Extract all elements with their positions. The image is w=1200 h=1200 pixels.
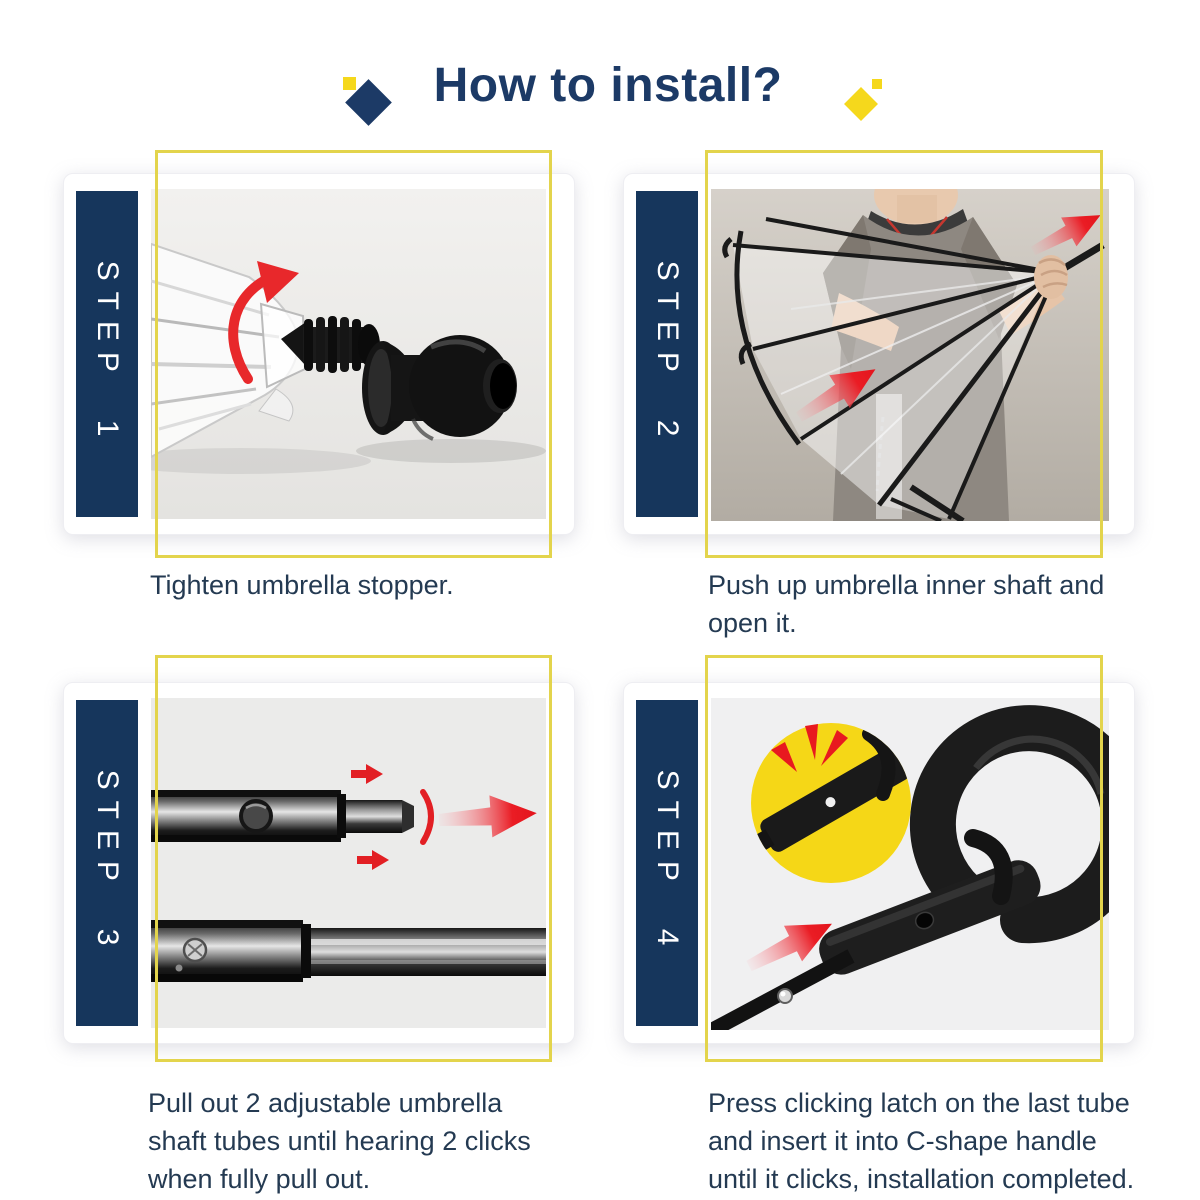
yellow-diamond-icon <box>844 87 878 121</box>
page-title: How to install? <box>433 59 783 112</box>
step-banner <box>76 700 138 1026</box>
extended-tube <box>151 920 546 982</box>
yellow-square-icon <box>343 77 356 90</box>
caption-line: Tighten umbrella stopper. <box>150 570 454 600</box>
step-card-2 <box>623 173 1135 535</box>
step-caption <box>708 1084 1193 1198</box>
step-banner <box>636 191 698 517</box>
caption-line: shaft tubes until hearing 2 clicks <box>148 1126 531 1156</box>
yellow-square-icon <box>872 79 882 89</box>
step-photo-stopper <box>151 189 546 519</box>
caption-line: Push up umbrella inner shaft and <box>708 570 1105 600</box>
step-label: STEP 4 <box>651 769 684 957</box>
caption-line: and insert it into C-shape handle <box>708 1126 1097 1156</box>
step-caption <box>148 1084 588 1198</box>
step-card-1 <box>63 173 575 535</box>
step-photo-handle <box>711 698 1109 1030</box>
step-label: STEP 2 <box>651 260 684 448</box>
step-photo-shaft-tubes <box>151 698 546 1028</box>
step-card-3 <box>63 682 575 1044</box>
step-label: STEP 1 <box>91 260 124 448</box>
caption-line: open it. <box>708 608 797 638</box>
umbrella-stopper <box>362 335 517 439</box>
step-banner <box>636 700 698 1026</box>
step-caption <box>150 566 590 604</box>
caption-line: Pull out 2 adjustable umbrella <box>148 1088 503 1118</box>
caption-line: Press clicking latch on the last tube <box>708 1088 1130 1118</box>
step-caption <box>708 566 1188 642</box>
outer-tube <box>151 790 346 842</box>
step-banner <box>76 191 138 517</box>
caption-line: until it clicks, installation completed. <box>708 1164 1135 1194</box>
step-photo-open-umbrella <box>711 189 1109 521</box>
caption-line: when fully pull out. <box>148 1164 371 1194</box>
step-card-4 <box>623 682 1135 1044</box>
step-label: STEP 3 <box>91 769 124 957</box>
